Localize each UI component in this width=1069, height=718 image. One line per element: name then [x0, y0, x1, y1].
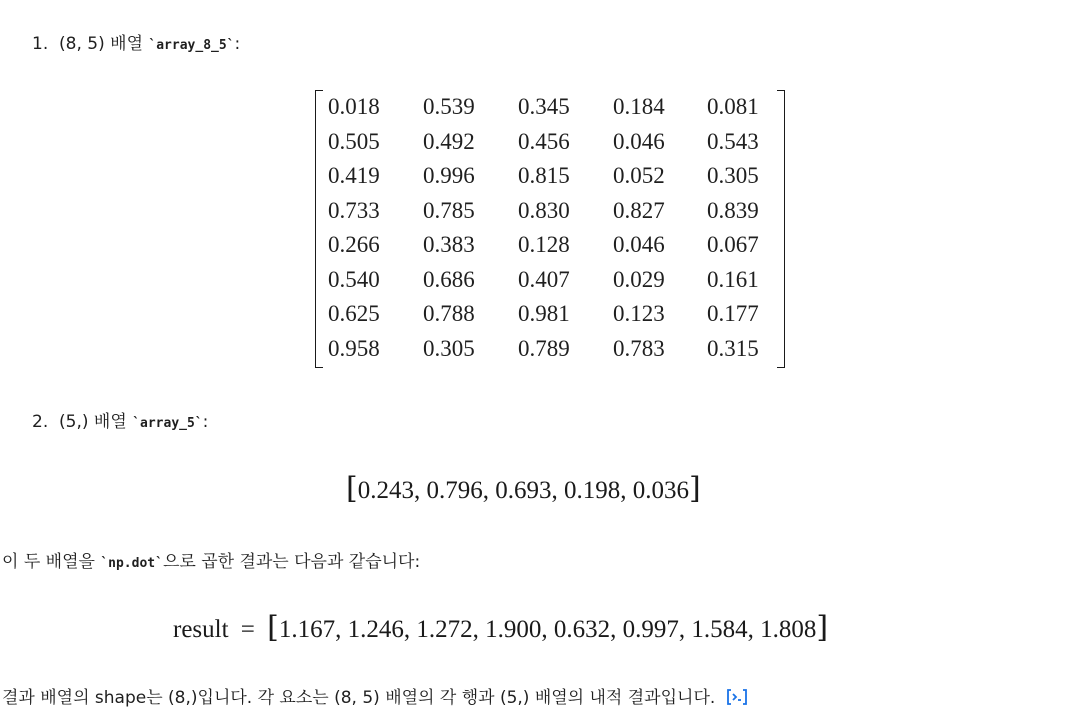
- matrix-cell: 0.177: [707, 301, 759, 326]
- matrix-cell: 0.789: [518, 335, 570, 361]
- matrix-cell: 0.018: [328, 94, 380, 119]
- matrix-cell: 0.981: [518, 301, 570, 326]
- item-suffix: :: [202, 412, 209, 432]
- matrix-row: [328, 125, 777, 160]
- matrix-cell: 0.305: [423, 335, 475, 361]
- vector-values: 0.243, 0.796, 0.693, 0.198, 0.036: [357, 477, 689, 504]
- inline-code: `array_8_5`: [148, 38, 235, 53]
- matrix-cell: 0.785: [423, 197, 475, 223]
- inline-code: `np.dot`: [100, 556, 163, 571]
- matrix-cell: 0.827: [613, 197, 665, 223]
- matrix-cell: 0.958: [328, 335, 380, 361]
- item-text: (5,) 배열: [59, 412, 133, 432]
- matrix-cell: 0.456: [518, 128, 570, 154]
- matrix-cell: 0.839: [707, 197, 759, 223]
- vector-right-bracket: ]: [688, 471, 701, 506]
- matrix-cell: 0.407: [518, 266, 570, 292]
- matrix-cell: 0.783: [613, 335, 665, 361]
- matrix-right-bracket: [777, 90, 785, 368]
- matrix-cell: 0.315: [707, 335, 759, 361]
- matrix-cell: 0.539: [423, 94, 475, 119]
- matrix-row: [328, 332, 777, 367]
- sentence-shape: [2, 686, 749, 710]
- matrix-cell: 0.128: [518, 232, 570, 257]
- item-text: (8, 5) 배열: [59, 34, 149, 54]
- matrix-cell: 0.081: [707, 94, 759, 119]
- list-number: 2.: [32, 412, 49, 432]
- matrix-cell: 0.383: [423, 232, 475, 257]
- result-left-bracket: [: [267, 610, 279, 645]
- matrix-left-bracket: [315, 90, 323, 368]
- matrix-cell: 0.492: [423, 128, 475, 154]
- matrix-cell: 0.046: [613, 232, 665, 257]
- sentence-dot-product: [2, 550, 420, 576]
- matrix-cell: 0.505: [328, 128, 380, 154]
- inline-code: `array_5`: [132, 416, 203, 431]
- result-equation: [173, 608, 828, 650]
- matrix-cell: 0.625: [328, 301, 380, 326]
- matrix-cell: 0.161: [707, 266, 759, 292]
- result-label: result: [173, 616, 229, 643]
- matrix-row: [328, 159, 777, 194]
- matrix-cell: 0.184: [613, 94, 665, 119]
- result-values: 1.167, 1.246, 1.272, 1.900, 0.632, 0.997, 1.584, 1.808: [278, 616, 817, 643]
- matrix-cell: 0.830: [518, 197, 570, 223]
- matrix-cell: 0.305: [707, 163, 759, 188]
- matrix-cell: 0.815: [518, 163, 570, 188]
- matrix-row: [328, 297, 777, 332]
- matrix-cell: 0.543: [707, 128, 759, 154]
- matrix-row: [328, 90, 777, 125]
- matrix-array-8-5: [315, 90, 785, 368]
- matrix-cell: 0.686: [423, 266, 475, 292]
- matrix-cell: 0.123: [613, 301, 665, 326]
- matrix-cell: 0.266: [328, 232, 380, 257]
- list-item-2: [32, 410, 208, 436]
- matrix-row: [328, 263, 777, 298]
- matrix-cell: 0.345: [518, 94, 570, 119]
- matrix-cell: 0.052: [613, 163, 665, 188]
- item-suffix: :: [234, 34, 241, 54]
- matrix-table: [328, 90, 777, 366]
- matrix-cell: 0.996: [423, 163, 475, 188]
- matrix-cell: 0.029: [613, 266, 665, 292]
- result-right-bracket: ]: [816, 610, 829, 645]
- vector-array-5: [346, 469, 701, 511]
- matrix-cell: 0.788: [423, 301, 475, 326]
- matrix-cell: 0.419: [328, 163, 380, 188]
- list-number: 1.: [32, 34, 49, 54]
- code-interpreter-icon[interactable]: [725, 688, 749, 706]
- matrix-row: [328, 228, 777, 263]
- matrix-cell: 0.046: [613, 128, 665, 154]
- matrix-row: [328, 194, 777, 229]
- matrix-cell: 0.540: [328, 266, 380, 292]
- list-item-1: [32, 32, 240, 58]
- sentence-text: 이 두 배열을: [2, 552, 101, 572]
- vector-left-bracket: [: [346, 471, 358, 506]
- matrix-cell: 0.733: [328, 197, 380, 223]
- sentence-text: 결과 배열의 shape는 (8,)입니다. 각 요소는 (8, 5) 배열의 각 행과 (5,) 배열의 내적 결과입니다.: [2, 688, 716, 708]
- matrix-cell: 0.067: [707, 232, 759, 257]
- equals-sign: =: [240, 616, 255, 643]
- sentence-text: 으로 곱한 결과는 다음과 같습니다:: [162, 552, 421, 572]
